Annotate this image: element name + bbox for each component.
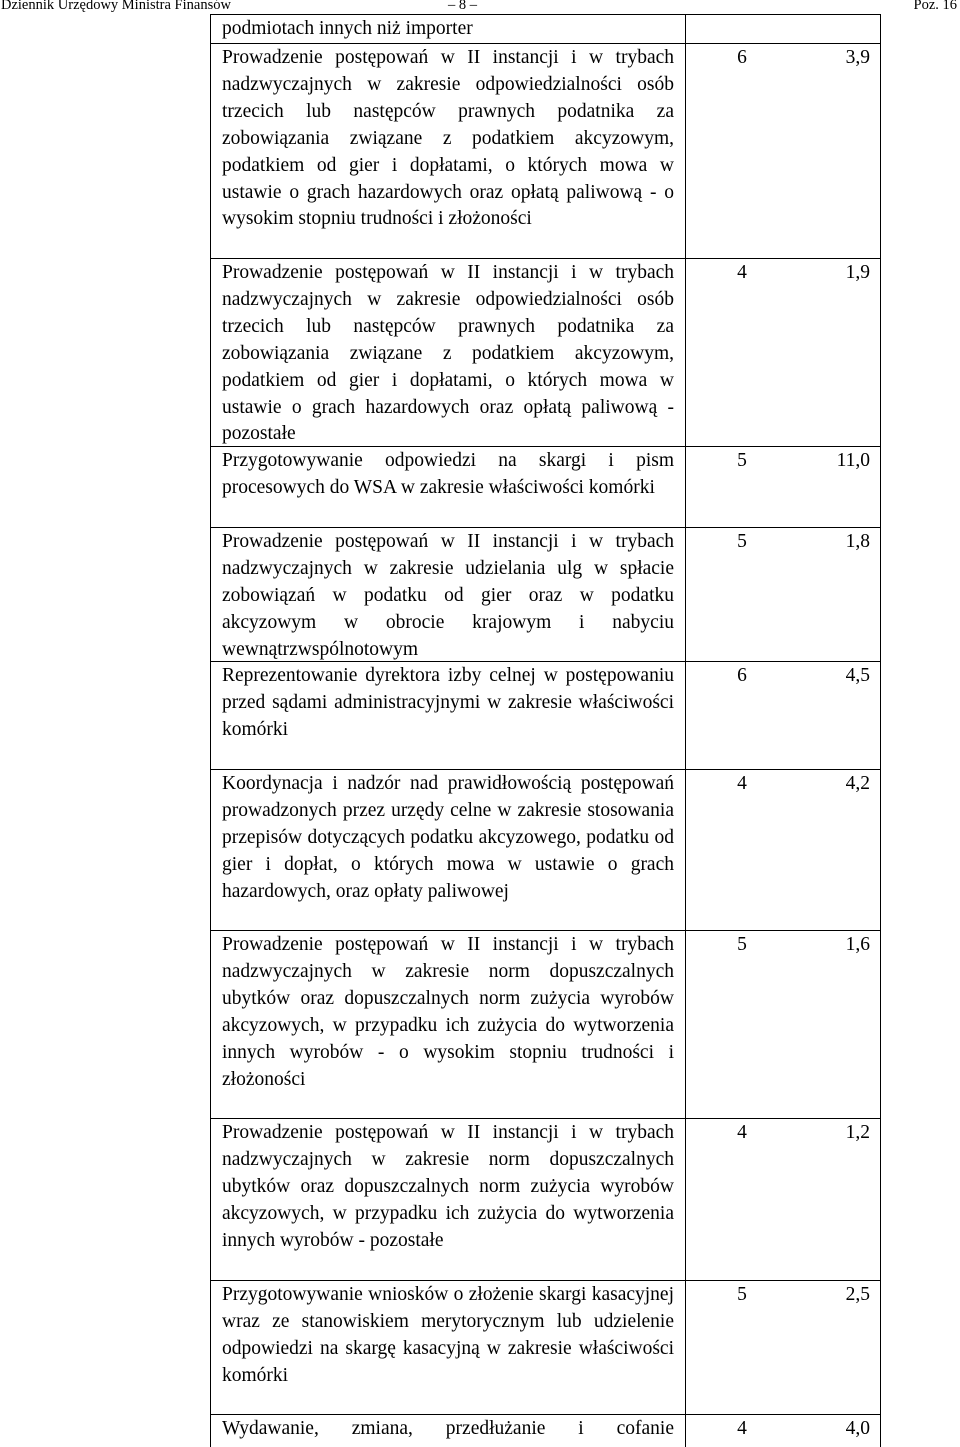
row-separator	[210, 930, 881, 931]
table-cell-value-b: 3,9	[845, 47, 870, 68]
table-cell-value-a: 5	[737, 1284, 747, 1305]
table-cell-value-b: 4,2	[845, 773, 870, 794]
table-cell-value-a: 6	[737, 665, 747, 686]
table-cell-value-b: 11,0	[836, 450, 870, 471]
page-number: – 8 –	[448, 0, 477, 13]
page-header	[0, 0, 960, 14]
table-cell-description: Koordynacja i nadzór nad prawidłowością postępowań prowadzonych przez urzędy celne w zakresie stosowania przepisów dotyczących podatku akcyzowego, podatku od gier i dopłat, o których mowa w ustawie o grach hazardowych, oraz opłaty paliwowej	[222, 773, 674, 902]
row-separator	[210, 258, 881, 259]
table-cell-description: Prowadzenie postępowań w II instancji i w trybach nadzwyczajnych w zakresie odpowiedzialności osób trzecich lub następców prawnych podatnika za zobowiązania związane z podatkiem akcyzowym, podatkiem od gier i dopłatami, o których mowa w ustawie o grach hazardowych oraz opłatą paliwową - pozostałe	[222, 262, 674, 445]
table-cell-description: Prowadzenie postępowań w II instancji i w trybach nadzwyczajnych w zakresie norm dopuszczalnych ubytków oraz dopuszczalnych norm zużycia wyrobów akcyzowych, w przypadku ich zużycia do wytworzenia innych wyrobów - pozostałe	[222, 1122, 674, 1251]
journal-title: Dziennik Urzędowy Ministra Finansów	[1, 0, 231, 13]
row-separator	[210, 1118, 881, 1119]
table-cell-value-a: 4	[737, 773, 747, 794]
table-cell-value-b: 4,5	[845, 665, 870, 686]
table-cell-value-b: 4,0	[845, 1418, 870, 1439]
table-cell-value-b: 1,9	[845, 262, 870, 283]
table-cell-description: Prowadzenie postępowań w II instancji i w trybach nadzwyczajnych w zakresie udzielania ulg w spłacie zobowiązań w podatku od gier oraz w podatku akcyzowym w obrocie krajowym i nabyciu wewnątrzwspólnotowym	[222, 531, 674, 660]
table-divider-1	[685, 14, 686, 1447]
table-cell-value-a: 6	[737, 47, 747, 68]
table-top-border	[210, 14, 881, 15]
table-cell-value-b: 1,6	[845, 934, 870, 955]
row-separator	[210, 527, 881, 528]
table-cell-description: Przygotowywanie odpowiedzi na skargi i pism procesowych do WSA w zakresie właściwości komórki	[222, 450, 674, 498]
row-separator	[210, 1414, 881, 1415]
table-border-left	[210, 14, 211, 1447]
row-separator	[210, 1280, 881, 1281]
table-cell-description: podmiotach innych niż importer	[222, 18, 473, 39]
table-border-right	[880, 14, 881, 1447]
table-cell-description: Reprezentowanie dyrektora izby celnej w postępowaniu przed sądami administracyjnymi w zakresie właściwości komórki	[222, 665, 674, 740]
table-cell-value-a: 5	[737, 531, 747, 552]
table-cell-value-b: 1,8	[845, 531, 870, 552]
table-cell-description: Prowadzenie postępowań w II instancji i w trybach nadzwyczajnych w zakresie odpowiedzialności osób trzecich lub następców prawnych podatnika za zobowiązania związane z podatkiem akcyzowym, podatkiem od gier i dopłatami, o których mowa w ustawie o grach hazardowych oraz opłatą paliwową - o wysokim stopniu trudności i złożoności	[222, 47, 674, 230]
row-separator	[210, 43, 881, 44]
table-cell-value-a: 4	[737, 1418, 747, 1439]
row-separator	[210, 769, 881, 770]
table-cell-value-a: 5	[737, 450, 747, 471]
table-cell-description: Prowadzenie postępowań w II instancji i w trybach nadzwyczajnych w zakresie norm dopuszczalnych ubytków oraz dopuszczalnych norm zużycia wyrobów akcyzowych, w przypadku ich zużycia do wytworzenia innych wyrobów - o wysokim stopniu trudności i złożoności	[222, 934, 674, 1090]
table-cell-value-a: 5	[737, 934, 747, 955]
table-cell-description: Wydawanie, zmiana, przedłużanie i cofanie	[222, 1418, 674, 1439]
table-cell-value-a: 4	[737, 262, 747, 283]
table-cell-value-a: 4	[737, 1122, 747, 1143]
position-number: Poz. 16	[913, 0, 957, 13]
table-cell-description: Przygotowywanie wniosków o złożenie skargi kasacyjnej wraz ze stanowiskiem merytorycznym lub udzielenie odpowiedzi na skargę kasacyjną w zakresie właściwości komórki	[222, 1284, 674, 1386]
table-cell-value-b: 1,2	[845, 1122, 870, 1143]
table-cell-value-b: 2,5	[845, 1284, 870, 1305]
